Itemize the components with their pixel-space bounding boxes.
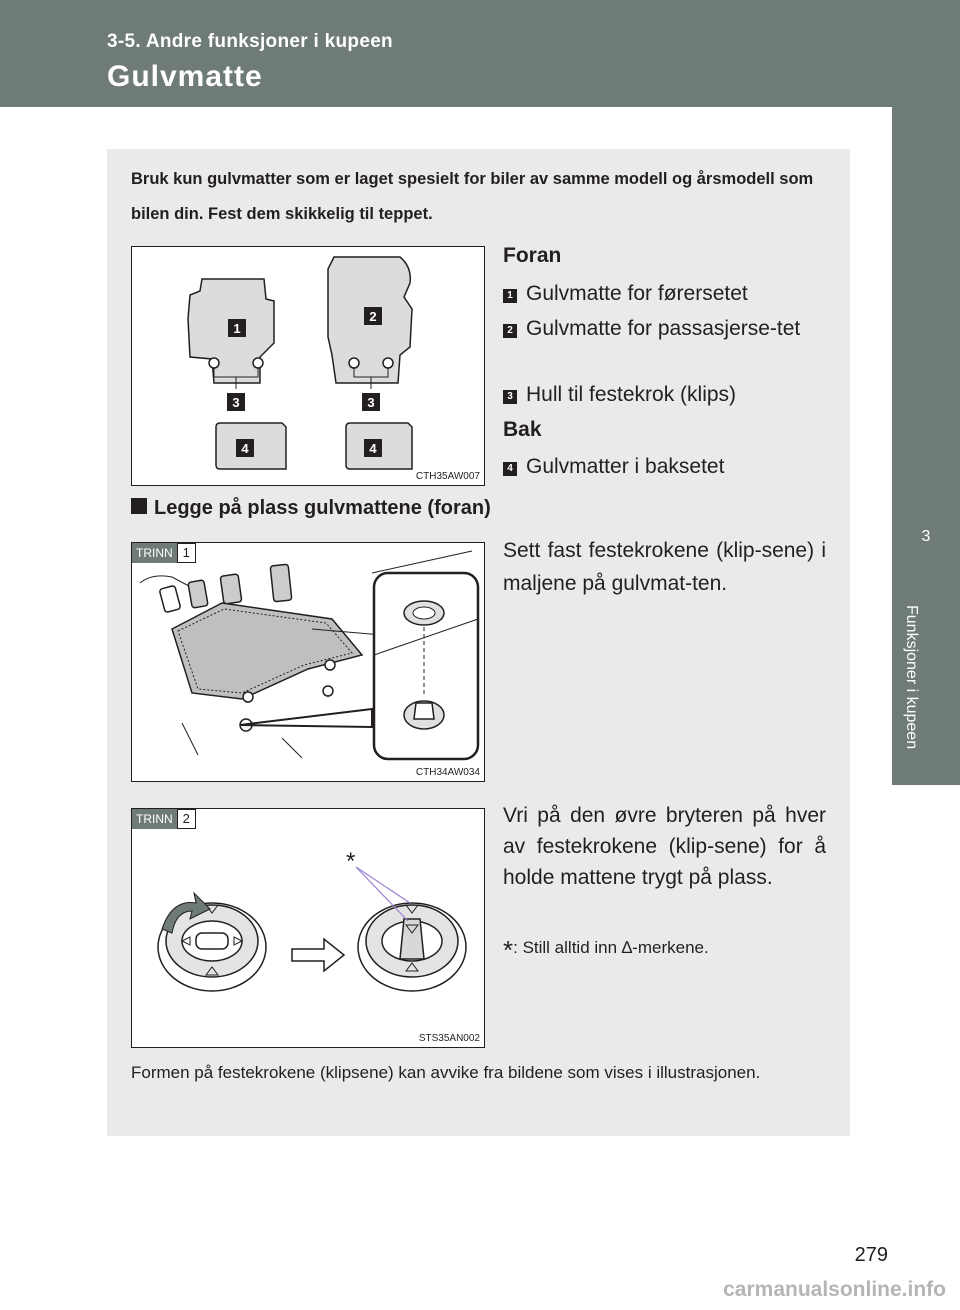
section-heading: Legge på plass gulvmattene (foran) xyxy=(131,497,491,520)
step2-illustration xyxy=(132,809,484,1047)
square-bullet-icon xyxy=(131,498,147,514)
svg-text:4: 4 xyxy=(241,441,249,456)
legend-item-4: 4 Gulvmatter i baksetet xyxy=(503,451,724,482)
legend-item-3: 3 Hull til festekrok (klips) xyxy=(503,379,736,410)
chapter-label: Funksjoner i kupeen xyxy=(903,605,920,750)
floor-mat-illustration xyxy=(132,247,484,485)
legend-front-title: Foran xyxy=(503,244,562,267)
svg-text:2: 2 xyxy=(369,309,377,324)
step-badge: TRINN 2 xyxy=(132,809,196,829)
legend-badge: 3 xyxy=(503,390,517,404)
step2-figure xyxy=(131,808,485,1048)
chapter-number: 3 xyxy=(921,528,931,545)
intro-text: Bruk kun gulvmatter som er laget spesielt for biler av samme modell og årsmodell som bilen din. Fest dem skikkelig til teppet. xyxy=(131,170,814,223)
figure-code: CTH35AW007 xyxy=(415,471,480,482)
footnote: *: Still alltid inn ∆-merkene. xyxy=(503,935,709,965)
svg-text:3: 3 xyxy=(367,395,375,410)
svg-text:*: * xyxy=(346,848,356,875)
svg-text:1: 1 xyxy=(233,321,241,336)
legend-item-1: 1 Gulvmatte for førersetet xyxy=(503,278,748,309)
svg-text:4: 4 xyxy=(369,441,377,456)
watermark: carmanualsonline.info xyxy=(723,1278,946,1301)
svg-text:3: 3 xyxy=(232,395,240,410)
figure-code: STS35AN002 xyxy=(418,1033,480,1044)
page-title: Gulvmatte xyxy=(107,60,263,93)
asterisk: * xyxy=(503,935,514,965)
step1-illustration xyxy=(132,543,484,781)
step1-figure xyxy=(131,542,485,782)
step1-text: Sett fast festekrokene (klip-sene) i maljene på gulvmat-ten. xyxy=(503,539,826,595)
step-badge: TRINN 1 xyxy=(132,543,196,563)
step2-text: Vri på den øvre bryteren på hver av festekrokene (klip-sene) for å holde mattene trygt på plass. xyxy=(503,804,826,889)
legend-item-2: 2 Gulvmatte for passasjerse-tet xyxy=(503,313,826,344)
legend-rear-title: Bak xyxy=(503,418,542,441)
floor-mat-figure xyxy=(131,246,485,486)
legend-badge: 4 xyxy=(503,462,517,476)
legend-badge: 1 xyxy=(503,289,517,303)
page-number: 279 xyxy=(854,1244,888,1266)
note-text: Formen på festekrokene (klipsene) kan avvike fra bildene som vises i illustrasjonen. xyxy=(131,1063,761,1082)
figure-code: CTH34AW034 xyxy=(415,767,480,778)
section-title: 3-5. Andre funksjoner i kupeen xyxy=(107,31,393,52)
legend-badge: 2 xyxy=(503,324,517,338)
